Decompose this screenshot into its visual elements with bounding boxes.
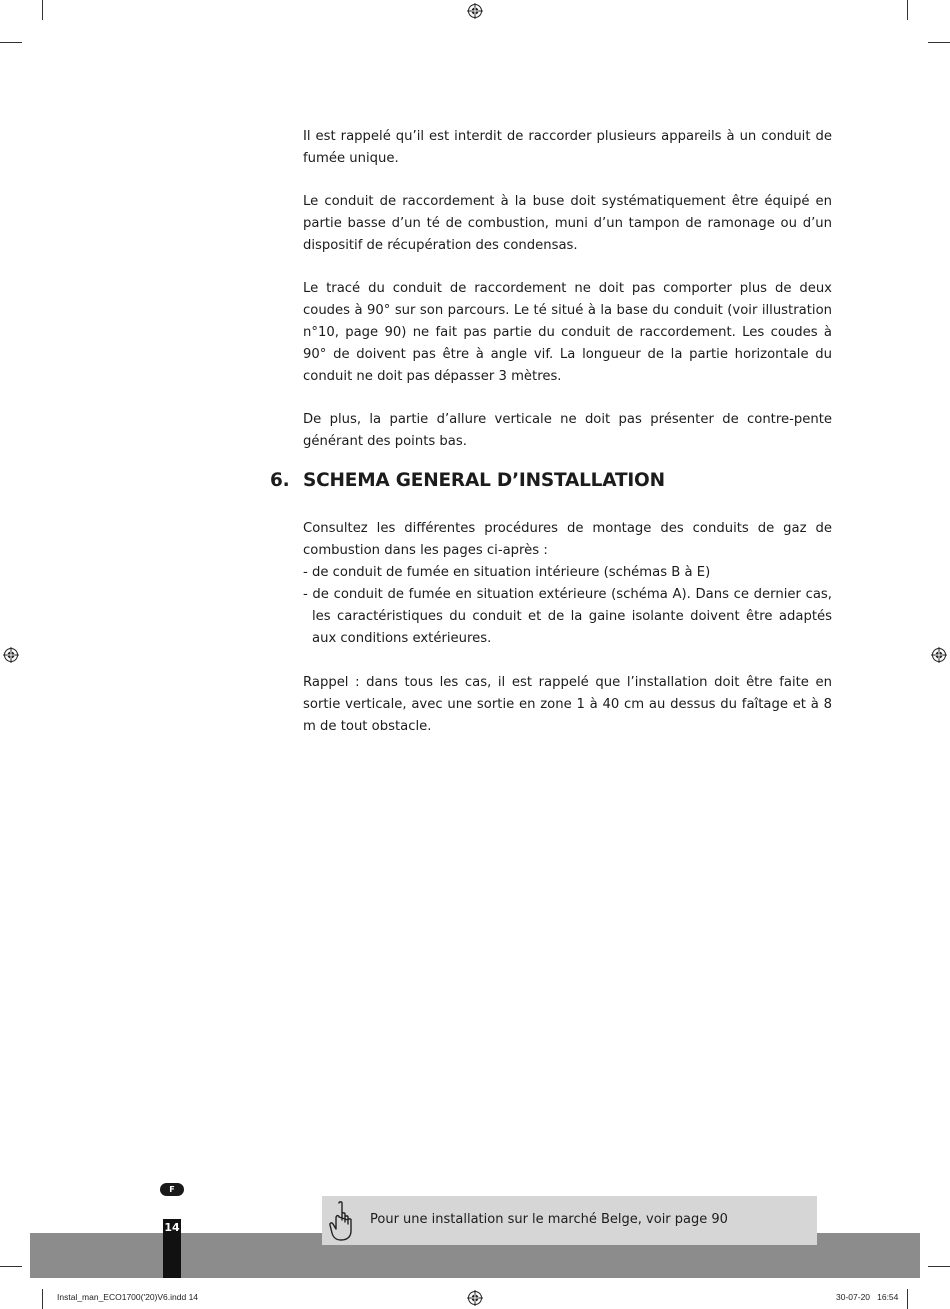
registration-mark-icon [3,647,19,663]
section-intro: Consultez les différentes procédures de montage des conduits de gaz de combustion dans les pages ci-après : [303,521,832,558]
section-title: SCHEMA GENERAL D’INSTALLATION [303,470,665,491]
registration-mark-icon [467,1290,483,1306]
note-box [322,1196,817,1245]
crop-mark [928,1266,950,1267]
registration-mark-icon [467,3,483,19]
section-heading [270,470,870,491]
paragraph: Le tracé du conduit de raccordement ne doit pas comporter plus de deux coudes à 90° sur son parcours. Le té situé à la base du conduit (voir illustration n°10, page 90) ne fait pas partie du conduit de raccordement. Les coudes à 90° de doivent pas être à angle vif. La longueur de la partie horizontale du conduit ne doit pas dépasser 3 mètres. [303,281,832,384]
page-number: 14 [164,1221,180,1234]
crop-mark [907,1289,908,1309]
note-text: Pour une installation sur le marché Belge, voir page 90 [370,1212,728,1227]
paragraph: Il est rappelé qu’il est interdit de raccorder plusieurs appareils à un conduit de fumée unique. [303,129,832,166]
paragraph: Le conduit de raccordement à la buse doit systématiquement être équipé en partie basse d’un té de combustion, muni d’un tampon de ramonage ou d’un dispositif de récupération des condensas. [303,194,832,253]
reminder-paragraph: Rappel : dans tous les cas, il est rappelé que l’installation doit être faite en sortie verticale, avec une sortie en zone 1 à 40 cm au dessus du faîtage et à 8 m de tout obstacle. [303,675,832,734]
body-text [303,126,832,453]
pointing-hand-icon [328,1200,354,1242]
date-slug: 30-07-20 16:54 [836,1292,899,1302]
list-item: - de conduit de fumée en situation intérieure (schémas B à E) [303,565,711,580]
file-slug: Instal_man_ECO1700('20)V6.indd 14 [57,1292,199,1302]
crop-mark [0,1266,22,1267]
list-item: - de conduit de fumée en situation extérieure (schéma A). Dans ce dernier cas, les caractéristiques du conduit et de la gaine isolante doivent être adaptés aux conditions extérieures. [303,587,832,646]
registration-mark-icon [931,647,947,663]
crop-mark [42,1289,43,1309]
crop-mark [0,42,22,43]
section-number: 6. [270,470,290,491]
crop-mark [928,42,950,43]
crop-mark [42,0,43,20]
crop-mark [907,0,908,20]
paragraph: De plus, la partie d’allure verticale ne doit pas présenter de contre-pente générant des points bas. [303,412,832,449]
language-badge: F [160,1183,184,1196]
section-body [303,518,832,738]
